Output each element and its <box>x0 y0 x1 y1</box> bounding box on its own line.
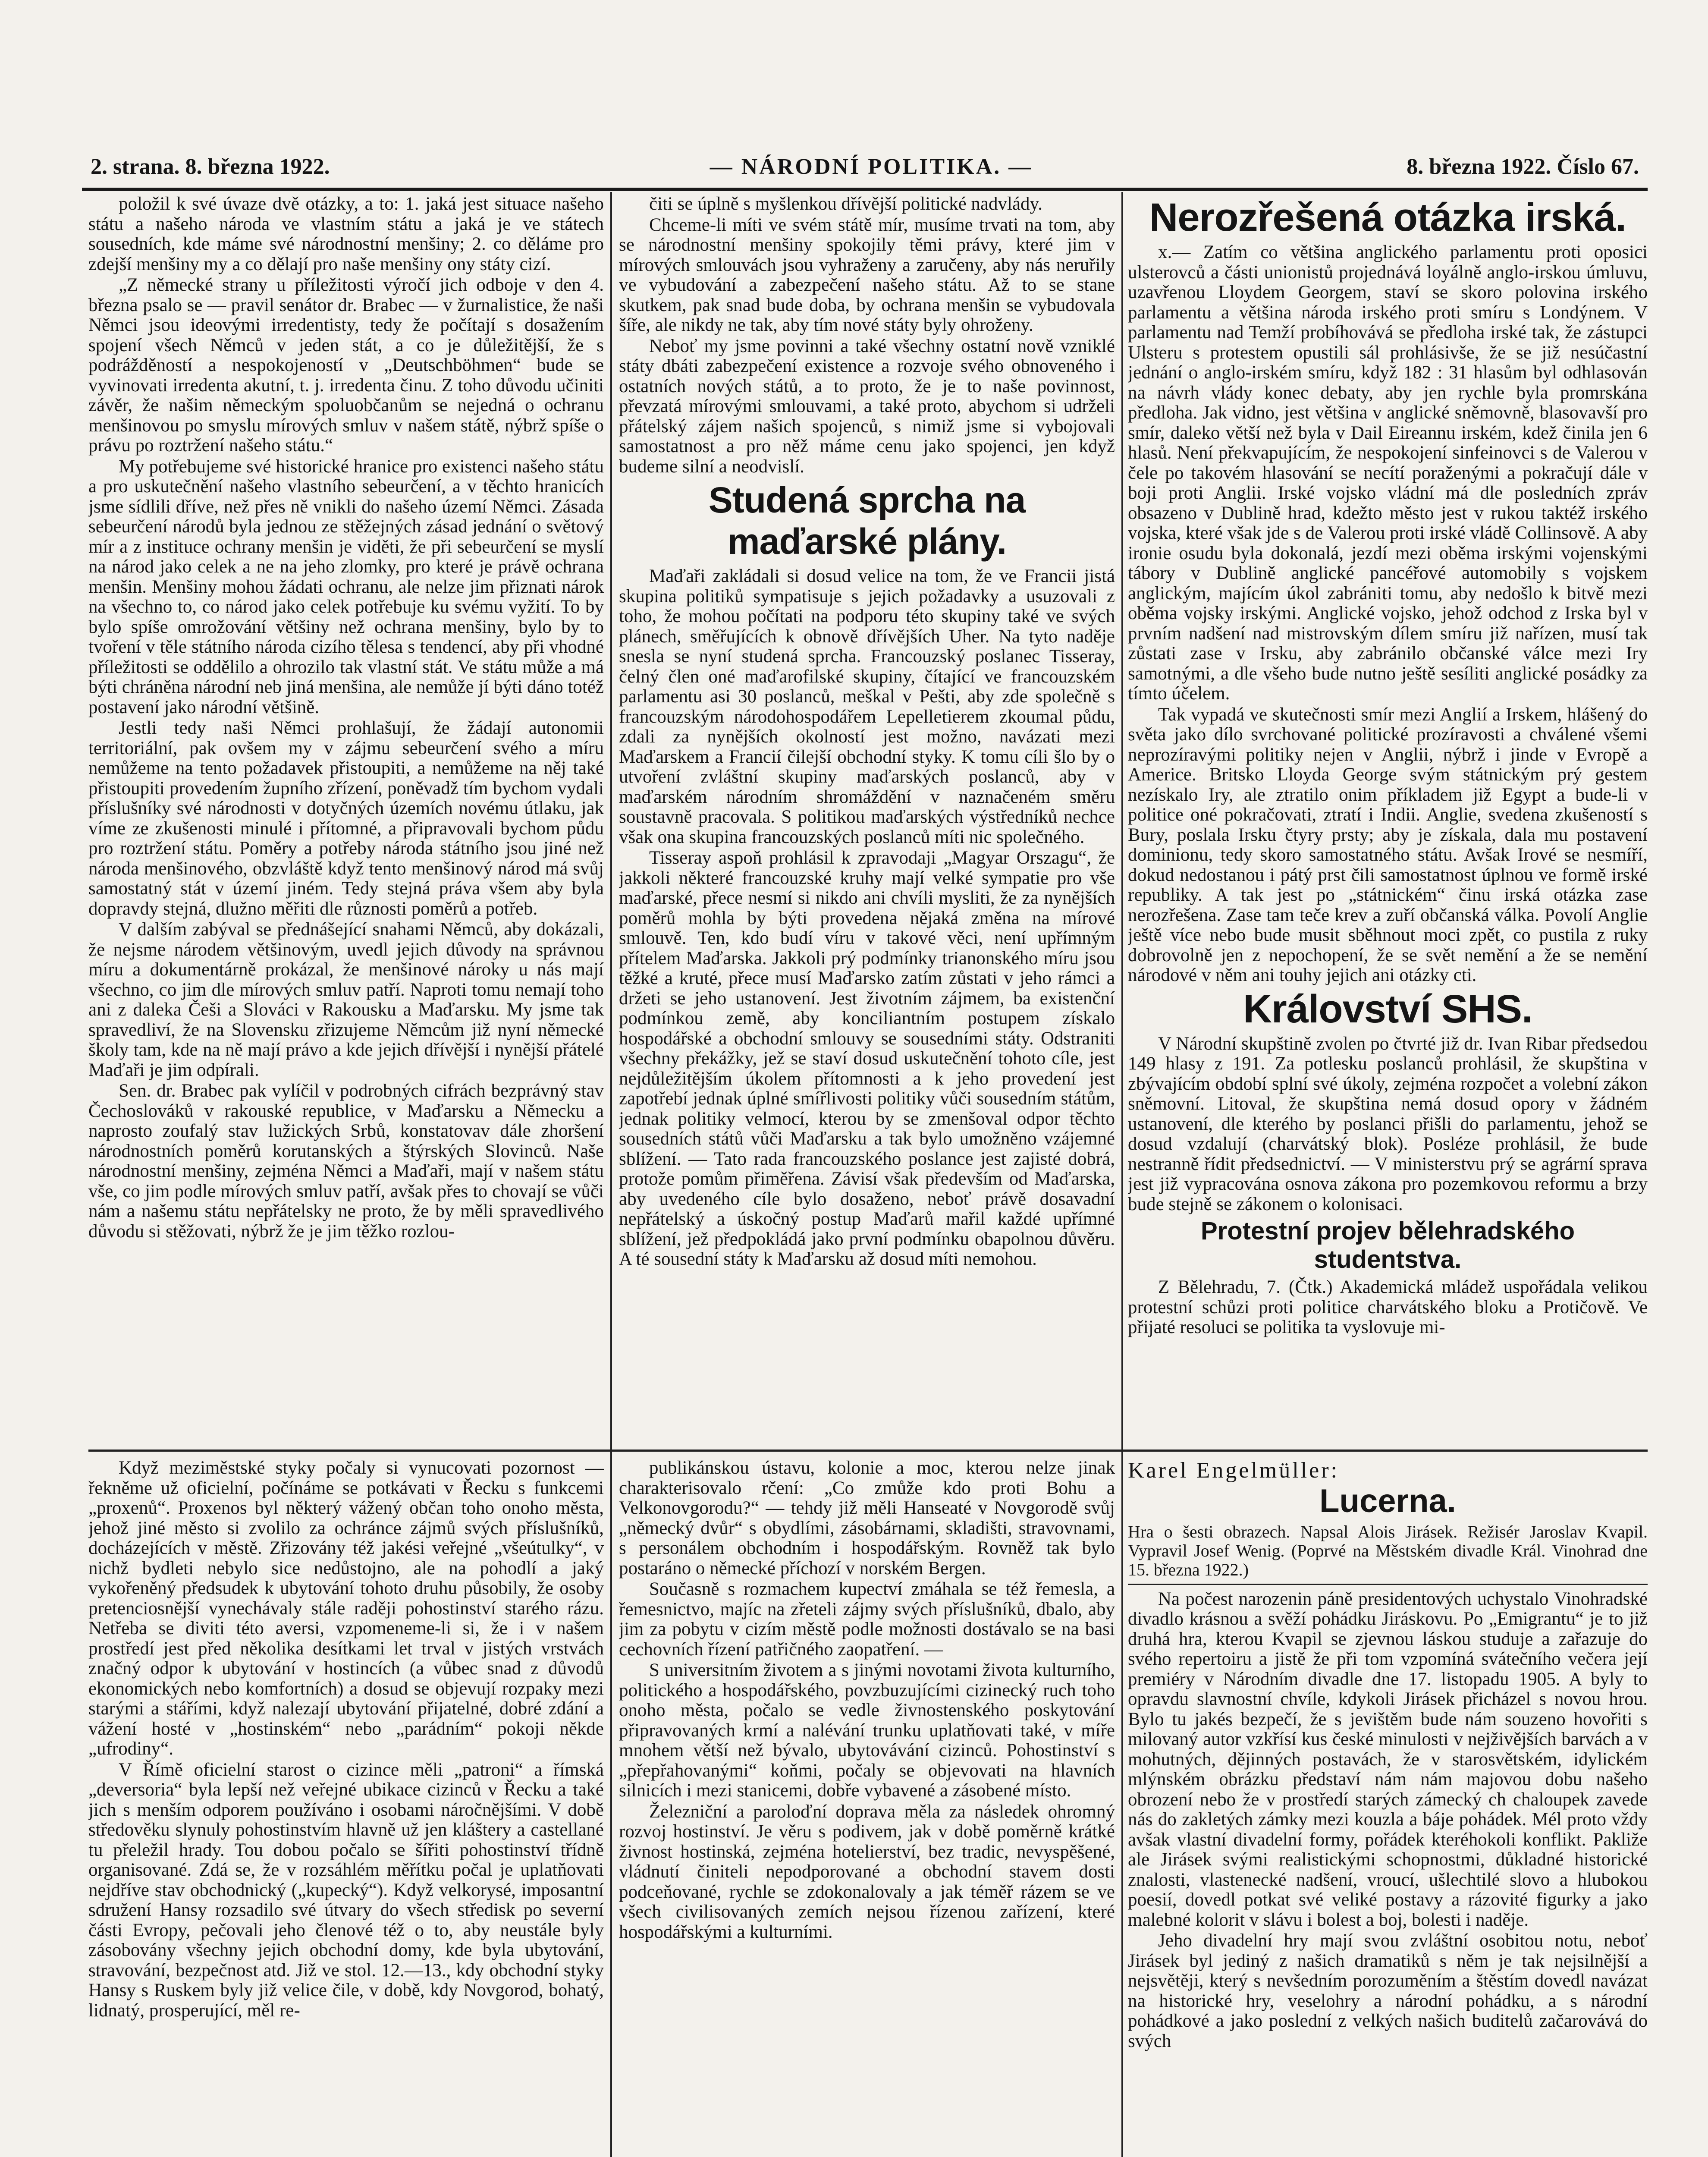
column-3-articles <box>1128 194 1648 1445</box>
column-1-article <box>88 194 604 1445</box>
lower1-paragraph: V Římě oficielní starost o cizince měli „patroni“ a římská „deversoria“ byla lepší než veřejné ubikace cizinců v Řecku a také jich s menším odporem používáno i osobami náročnějšími. V době středověku slynuly pohostinstvím hlavně už jen kláštery a castellané tu přeležil hrady. Tou dobou počalo se šířiti pohostinství třídně organisované. Zdá se, že v rozsáhlém měřítku počal je uplatňovati nejdříve stav obchodnický („kupecký“). Když velkorysé, imposantní sdružení Hansy rozsadilo své útvary do všech středisk po severní části Evropy, pečovali jeho členové též o to, aby neustále byly zásobovány všechny jejich obchodní domy, kde byla ubytování, stravování, bezpečnost atd. Již ve stol. 12.—13., kdy obchodní styky Hansy s Ruskem byly již velice čile, v době, kdy Novgorod, bohatý, lidnatý, prosperující, měl re- <box>88 1759 604 2021</box>
review-credits: Hra o šesti obrazech. Napsal Alois Jirásek. Režisér Jaroslav Kvapil. Vypravil Josef Wenig. (Poprvé na Městském divadle Král. Vinohrad dne 15. března 1922.) <box>1128 1522 1648 1579</box>
lower1-paragraph: Když meziměstské styky počaly si vynucovati pozornost — řekněme už oficielní, počínáme se potkávati v Řecku s funkcemi „proxenů“. Proxenos byl některý vážený občan toho onoho města, jehož jiné město si zvolilo za ochránce zájmů svých příslušníků, docházejících v městě. Zřizovány též jakési veřejné „všeútulky“, v nichž bydleti nebylo sice nedůstojno, ale na pohodlí a jaký vykořeněný předsudek k ubytování tohoto druhu působily, že osoby pretenciosnější vynechávaly stále raději pohostinství starého rázu. Netřeba se diviti této aversi, vzpomeneme-li si, že i v našem prostředí jest před několika desítkami let trval v jistých vrstvách značný odpor k ubytování v hostincích (a vůbec snad z důvodů ekonomických nebo komfortních) a dosud se objevují rozpaky mezi starými a stářími, když nalezají ubytování přijatelné, dobré zdání a vážení hosté v „hostinském“ nebo „parádním“ pokoji někde „ufrodiny“. <box>88 1458 604 1759</box>
lower2-paragraph: Železniční a paroloďní doprava měla za následek ohromný rozvoj hostinství. Je věru s podivem, jak v době poměrně krátké živnost hostinská, zejména hotelierství, bez tradic, nevyspěšené, vládnutí činiteli nepodporované a obchodní stavem dosti podceňované, rychle se zdokonalovaly a jak téměř rázem se ve všech civilisovaných zemích nejsou řízenou zařízení, které hospodářskými a kulturními. <box>619 1801 1115 1942</box>
masthead-date-right: 8. března 1922. Číslo 67. <box>1407 154 1639 179</box>
col3-paragraph: Z Bělehradu, 7. (Čtk.) Akademická mládež uspořádala velikou protestní schůzi proti politice charvátského bloku a Protičově. Ve přijaté resoluci se politika ta vyslovuje mi- <box>1128 1277 1648 1337</box>
headline-kralovstvi-shs: Království SHS. <box>1243 987 1532 1031</box>
review-author: Karel Engelmüller: <box>1128 1458 1339 1483</box>
col1-paragraph: V dalším zabýval se přednášející snahami Němců, aby dokázali, že nejsme národem většinovým, uvedl jejich důvody na správnou míru a dokumentárně prokázal, že menšinové nároky u nás mají všechno, co jim dle mírových smluv patří. Naproti tomu nemají toho ani z daleka Češi a Slováci v Rakousku a Maďarsku. My jsme tak spravedliví, že na Slovensku zřizujeme Němcům již nyní německé školy tam, kde na ně mají právo a kde jejich dřívější i nynější přátelé Maďaři je jim odpírali. <box>88 919 604 1080</box>
section-divider <box>88 1450 1648 1452</box>
col2-paragraph: Neboť my jsme povinni a také všechny ostatní nově vzniklé státy dbáti zabezpečení existence a rozvoje svého obnoveného i ostatních nových států, a to proto, že je to naše povinnost, převzatá mírovými smlouvami, a také proto, abychom si udrželi přátelský zájem našich spojenců, s nimiž jsme si vybojovali samostatnost a pro něž máme cenu jako spojenci, jen když budeme silní a neodvislí. <box>619 336 1115 477</box>
col2-article-paragraph: Maďaři zakládali si dosud velice na tom, že ve Francii jistá skupina politiků sympatisuje s jejich požadavky a usuzovali z toho, že mohou počítati na podporu této skupiny také ve svých plánech, směřujících k obnově dřívějších Uher. Na tyto naděje snesla se nyní studená sprcha. Francouzský poslanec Tisseray, čelný člen oné maďarofilské skupiny, čítající ve francouzském parlamentu asi 30 poslanců, meškal v Pešti, aby zde společně s francouzským národohospodářem Lepelletierem zkoumal půdu, zdali za nynějších okolností jest možno, navázati mezi Maďarskem a Francií čilejší obchodní styky. K tomu cíli šlo by o utvoření zvláštní skupiny maďarských poslanců, aby v maďarském národním shromáždění v naznačeném směru soustavně pracovala. S politikou maďarských výstředníků nechce však ona skupina francouzských poslanců míti nic společného. <box>619 566 1115 847</box>
credits-divider <box>1128 1584 1648 1585</box>
col3-paragraph: V Národní skupštině zvolen po čtvrté již dr. Ivan Ribar předsedou 149 hlasy z 191. Za potlesku poslanců prohlásil, že skupština v zbývajícím období splní své úkoly, zejména rozpočet a volební zákon sněmovní. Litoval, že skupština nemá dosud opory v žádném ustanovení, dle kterého by poslanci přišli do parlamentu, jehož se dosud vzdalují (charvátský blok). Posléze prohlásil, že bude nestranně řídit předsednictví. — V ministerstvu prý se agrární sprava jest již vypracována osnova zákona pro pozemkovou reformu a brzy bude stejně se zákonem o kolonisaci. <box>1128 1033 1648 1214</box>
col1-paragraph: Sen. dr. Brabec pak vylíčil v podrobných cifrách bezprávný stav Čechoslováků v rakouské republice, v Maďarsku a Německu a naprosto zoufalý stav lužických Srbů, konstatovav dále zhoršení národnostních poměrů korutanských a štýrských Slovinců. Naše národnostní menšiny, zejména Němci a Maďaři, mají v našem státu vše, co jim podle mírových smluv patří, avšak přes to chovají se vůči nám a našemu státu nepřátelsky ne proto, že by měli spravedlivého důvodu si stěžovati, nýbrž že je jim těžko rozlou- <box>88 1081 604 1242</box>
col1-paragraph: My potřebujeme své historické hranice pro existenci našeho státu a pro uskutečnění našeho vlastního sebeurčení, a v těchto hranicích jsme sídlili dříve, než přes ně vnikli do našeho území Němci. Zásada sebeurčení národů byla jednou ze stěžejných zásad jednání o světový mír a z instituce ochrany menšin je viděti, že při sebeurčení se myslí na národ jako celek a ne na jeho zlomky, pro které je právě ochrana menšin. Menšiny mohou žádati ochranu, ale nelze jim přiznati nárok na všechno to, co národ jako celek potřebuje ku svému vyžití. To by bylo spíše omrožování většiny než ochrana menšiny, bylo by to tvoření v těle státního národa cizího tělesa s tendencí, aby při vhodné příležitosti se oddělilo a ohrozilo tak vlastní stát. Ve státu může a má býti chráněna národní neb jiná menšina, ale nemůže jí býti dáno totéž postavení jako národní většině. <box>88 456 604 717</box>
masthead <box>82 153 1648 191</box>
headline-studena-sprcha: Studená sprcha na maďarské plány. <box>708 480 1026 562</box>
review-paragraph: Jeho divadelní hry mají svou zvláštní osobitou notu, neboť Jirásek byl jediný z našich dramatiků s něm je tak nejsilnější a nejsvětěji, který s nevšedním porozuměním a štěstím dovedl navázat na historické hry, veselohry a národní pohádku, a s národní pohádkové a jako poslední z velkých našich buditelů začarovává do svých <box>1128 1931 1648 2051</box>
subhead-protest-studentstva: Protestní projev bělehradského studentstva. <box>1200 1217 1575 1273</box>
column-rule-1 <box>610 192 612 2157</box>
col1-paragraph: položil k své úvaze dvě otázky, a to: 1. jaká jest situace našeho státu a našeho národa ve vlastním státu a jaká je ve státech sousedních, kde máme své národnostní menšiny; 2. co děláme pro zdejší menšiny my a co dělají pro naše menšiny ony státy cizí. <box>88 194 604 274</box>
lower2-paragraph: publikánskou ústavu, kolonie a moc, kterou nelze jinak charakterisovalo rčení: „Co zmůže kdo proti Bohu a Velkonovgorodu?“ — tehdy již měli Hanseaté v Novgorodě svůj „německý dvůr“ s obydlími, zásobárnami, skladišti, stravovnami, s personálem obchodním i hospodářským. Rovněž tak bylo postaráno o německé příchozí v norském Bergen. <box>619 1458 1115 1578</box>
review-paragraph: Na počest narozenin páně presidentových uchystalo Vinohradské divadlo krásnou a svěží pohádku Jiráskovu. Po „Emigrantu“ je to již druhá hra, kterou Kvapil se zjevnou láskou studuje a zařazuje do svého repertoiru a jistě že při tom vzpomíná svátečního večera její premiéry v Národním divadle dne 17. listopadu 1905. A byly to opravdu slavnostní chvíle, kdykoli Jirásek přicházel s novou hrou. Bylo tu jakés bezpečí, že s jevištěm bude nám souzeno hovořiti s milovaný autor vzkřísí kus české minulosti v nejživějších barvách a v mohutných, dějinných postavách, že v starosvětském, idylickém mlýnském obrázku představí nám nám majovou dobu našeho obrození nebo že v prostředí starých zámecký ch chaloupek zavede nás do zakletých zámky mezi kouzla a báje pohádek. Mél proto vždy avšak vlastní divadelní formy, pořádek kteréhokoli konflikt. Pakliže ale Jirásek svými realistickými schopnostmi, důkladné historické znalosti, vlastenecké nadšení, vroucí, ušlechtilé slovo a hlubokou poesií, dovedl potkat své veliké postavy a rázovité figurky a jako malebné kolorit v slávu i bolest a boj, bolesti i naděje. <box>1128 1588 1648 1930</box>
lower2-paragraph: S universitním životem a s jinými novotami života kulturního, politického a hospodářského, povzbuzujícími cizinecký ruch toho onoho města, počalo se vedle živnostenského poskytování připravovaných krmí a nalévání trunku uplatňovati také, v míře mnohem větší než bývalo, ubytovávání cizinců. Pohostinství s „přepřahovanými“ koňmi, počaly se objevovati na hlavních silnicích i mezi stanicemi, dobře vybavené a zásobené místo. <box>619 1660 1115 1801</box>
masthead-date-left: 2. strana. 8. března 1922. <box>91 154 330 179</box>
col2-article-paragraph: Tisseray aspoň prohlásil k zpravodaji „Magyar Orszagu“, že jakkoli některé francouzské kruhy mají velké sympatie pro vše maďarské, přece nesmí si nikdo ani chvíli mysliti, že za nynějších poměrů mohla by býti provedena nějaká změna na mírové smlouvě. Ten, kdo budí víru v takové věci, není upřímným přítelem Maďarska. Jakkoli prý podmínky trianonského míru jsou těžké a kruté, přece musí Maďarsko zatím zůstati v jeho rámci a držeti se jeho ustanovení. Jest životním zájmem, ba existenční podmínkou země, aby konciliantním postupem získalo hospodářské a obchodní smlouvy se sousedními státy. Odstraniti všechny překážky, jež se staví dosud uskutečnění tohoto cíle, jest nejdůležitějším úkolem přítomnosti a k jeho provedení jest zapotřebí jednak úplné smířlivosti politiky vůči sousedním státům, jednak politiky velmocí, kterou by se zmenšoval odpor těchto sousedních států vůči Maďarsku a tak bylo umožněno vzájemné sblížení. — Tato rada francouzského poslance jest zajisté dobrá, protože pomům přiměřena. Závisí však především od Maďarska, aby uvedeného cíle bylo dosaženo, neboť právě dosavadní nepřátelský a úskočný postup Maďarů mařil každé upřímné sblížení, jež předpokládá jako první podmínku obapolnou důvěru. A té sousední státy k Maďarsku až dosud míti nemohou. <box>619 848 1115 1269</box>
column-2-article <box>619 194 1115 1445</box>
col2-paragraph: Chceme-li míti ve svém státě mír, musíme trvati na tom, aby se národnostní menšiny spokojily těmi právy, které jim v mírových smlouvách jsou vyhraženy a zaručeny, aby nás neruřily ve vybudování a zabezpečení našeho státu. Až to se stane skutkem, pak snad bude doba, by ochrana menšin se vybudovala šíře, ale nikdy ne tak, aby tím nové státy byly ohroženy. <box>619 214 1115 335</box>
col1-paragraph: „Z německé strany u příležitosti výročí jich odboje v den 4. března psalo se — pravil senátor dr. Brabec — v žurnalistice, že naši Němci jsou ideovými irredentisty, tedy že počítají s dosažením spojení všech Němců v jeden stát, a co je důležitější, že s podrážděností a nespokojeností v „Deutschböhmen“ bude se vyvinovati irredenta akutní, t. j. irredenta činu. Z toho důvodu učiniti závěr, že našim německým spoluobčanům se nejedná o ochranu menšinovou po smyslu mírových smluv v našem státě, nýbrž spíše o právu po roztržení našeho státu.“ <box>88 275 604 456</box>
col1-paragraph: Jestli tedy naši Němci prohlašují, že žádají autonomii territoriální, pak ovšem my v zájmu sebeurčení svého a míru nemůžeme na tento požadavek přistoupiti, a nemůžeme na něj také přistoupiti provedením župního zřízení, poněvadž tím bychom vydali příslušníky své národnosti v dotyčných územích novému útlaku, jak víme ze zkušenosti minulé i přítomné, a připravovali bychom půdu pro roztržení státu. Poměry a potřeby národa státního jsou jiné než národa menšinového, obzvláště když tento menšinový národ má svůj samostatný stát v území jiném. Tedy stejná práva všem aby byla dopravdy stejná, dlužno měřiti dle různosti poměrů a potřeb. <box>88 718 604 919</box>
column-rule-2 <box>1121 192 1123 2157</box>
feuilleton-column-2 <box>619 1458 1115 2157</box>
review-play-title: Lucerna. <box>1319 1482 1456 1519</box>
col3-paragraph: Tak vypadá ve skutečnosti smír mezi Anglií a Irskem, hlášený do světa jako dílo svrchované politické prozíravosti a chválené všemi neprozíravými politiky nejen v Anglii, nýbrž i jinde v Evropě a Americe. Britsko Lloyda George svým státnickým prý gestem nezískalo Iry, ale ztratilo onim příkladem již Egypt a bude-li v politice oné pokračovati, ztratí i Indii. Anglie, svedena zkušeností s Bury, poslala Irsku čtyry prsty; aby je získala, dala mu postavení dominionu, tedy skoro samostatného státu. Avšak Irové se nesmíří, dokud nedostanou i pátý prst čili samostatnost úplnou ve formě irské republiky. A tak jest po „státnickém“ činu irská otázka zase nerozřešena. Zase tam teče krev a zuří občanská válka. Povolí Anglie ještě více nebo bude musit sběhnout moci zpět, co pustila z ruky dobrovolně jen z nepochopení, že se svět nemění a že se nemění národové v něm ani touhy jejich ani otázky cti. <box>1128 704 1648 985</box>
col3-paragraph: x.— Zatím co většina anglického parlamentu proti oposici ulsterovců a části unionistů projednává loyálně anglo-irskou úmluvu, uzavřenou Lloydem Georgem, staví se skoro polovina irského parlamentu a většina národa irského proti smíru s Londýnem. V parlamentu nad Temží probíhovává se předloha irské tak, že zástupci Ulsteru s protestem opustili sál prohlásivše, že se již nesúčastní jednání o anglo-irském smíru, když 182 : 31 hlasům byl odhlasován na návrh vlády konec debaty, aby jen rychle byla promrskána předloha. Jak vidno, jest většina v anglické sněmovně, blasovavší pro smír, daleko větší než byla v Dail Eireannu irském, kdež činila jen 6 hlasů. Není překvapujícím, že nespokojení sinfeinovci s de Valerou v čele po takovém hlasování se necítí poraženými a pokračují dále v boji proti Anglii. Irské vojsko vládní má dle posledních zpráv obsazeno v Dublině hrad, kdežto město jest v rukou taktéž irského vojska, které však jde s de Valerou proti irské vládě Collinsově. A aby ironie osudu byla dokonalá, jezdí mezi oběma irskými vojenskými tábory v Dublině anglické pancéřové automobily s vojskem anglickým, majícím úkol zabrániti tomu, aby nedošlo k bitvě mezi oběma vojsky irskými. Anglické vojsko, jehož odchod z Irska byl v prvním nadšení nad mistrovským dílem smíru již nařízen, musí tak zůstati zase v Irsku, aby zabránilo občanské válce mezi Iry samotnými, a dle všeho bude nutno ještě sesíliti anglické posádky za tímto účelem. <box>1128 242 1648 704</box>
feuilleton-column-1 <box>88 1458 604 2157</box>
theatre-review-column <box>1128 1458 1648 2157</box>
headline-irska-otazka: Nerozřešená otázka irská. <box>1149 195 1626 239</box>
col2-paragraph: čiti se úplně s myšlenkou dřívější politické nadvlády. <box>649 194 1042 214</box>
lower2-paragraph: Současně s rozmachem kupectví zmáhala se též řemesla, a řemesnictvo, majíc na zřeteli zájmy svých příslušníků, dbalo, aby jim za pobytu v cizím městě podle možnosti dostávalo se na basi cechovních řízení patřičného zaopatření. — <box>619 1579 1115 1660</box>
masthead-title: — NÁRODNÍ POLITIKA. — <box>710 154 1033 179</box>
